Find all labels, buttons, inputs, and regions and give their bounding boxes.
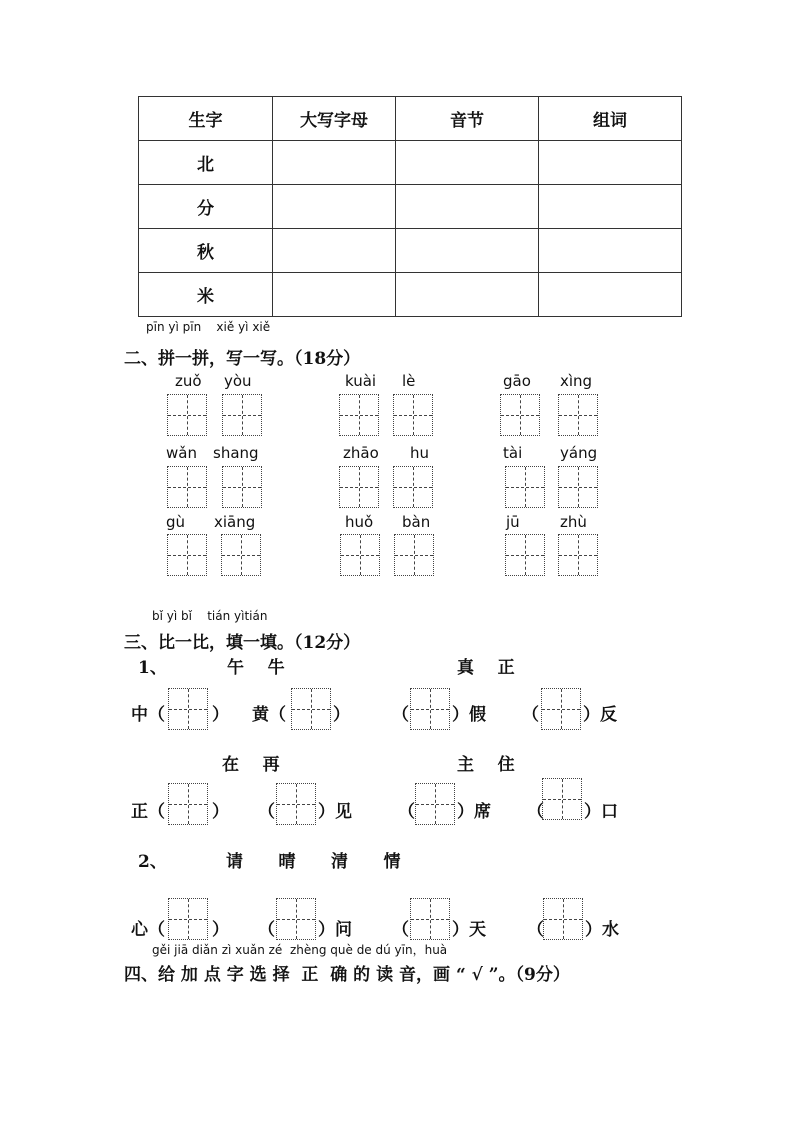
header-cell: 组词 [539,97,682,141]
fill-grid[interactable] [542,778,582,820]
writing-grid[interactable] [558,466,598,508]
table-row [139,185,682,229]
pinyin-label: gāo [503,372,531,390]
fill-grid[interactable] [276,783,316,825]
fill-suffix: ） [212,705,229,725]
fill-suffix: ）假 [452,705,486,725]
table-row [139,273,682,317]
writing-grid[interactable] [167,534,207,576]
table-cell: 北 [139,141,273,185]
fill-suffix: ）水 [585,920,619,940]
table-cell[interactable] [539,141,682,185]
table-cell[interactable] [273,273,396,317]
pinyin-label: bàn [402,513,431,531]
fill-grid[interactable] [291,688,331,730]
fill-prefix: 中（ [131,705,165,725]
pinyin-label: kuài [345,372,377,390]
fill-grid[interactable] [541,688,581,730]
table-header-row [139,97,682,141]
fill-prefix: （ [522,705,539,725]
section3-pinyin: bǐ yì bǐ tián yìtián [152,609,268,623]
writing-grid[interactable] [167,394,207,436]
fill-prefix: （ [258,920,275,940]
fill-suffix: ）问 [318,920,352,940]
table-cell[interactable] [273,229,396,273]
fill-grid[interactable] [168,783,208,825]
pinyin-label: shang [213,444,259,462]
pinyin-label: zhù [560,513,587,531]
fill-suffix: ） [212,802,229,822]
fill-suffix: ）口 [584,802,618,822]
fill-grid[interactable] [168,898,208,940]
fill-grid[interactable] [410,898,450,940]
writing-grid[interactable] [167,466,207,508]
table-cell[interactable] [539,229,682,273]
pinyin-label: huǒ [345,513,374,531]
section2-pinyin: pīn yì pīn xiě yì xiě [146,320,271,334]
fill-prefix: 心（ [131,920,165,940]
writing-grid[interactable] [222,466,262,508]
writing-grid[interactable] [500,394,540,436]
pinyin-label: jū [506,513,520,531]
fill-suffix: ）见 [318,802,352,822]
table-cell: 米 [139,273,273,317]
fill-prefix: 黄（ [252,705,286,725]
character-pair: 在 再 [222,755,280,775]
writing-grid[interactable] [394,534,434,576]
section4-title: 四、给 加 点 字 选 择 正 确 的 读 音，画 “ √ ”。（9分） [124,965,570,985]
character-pair: 午 牛 [227,658,285,678]
question-number: 2、 [138,852,167,872]
table-cell[interactable] [396,229,539,273]
writing-grid[interactable] [339,394,379,436]
question-number: 1、 [138,658,167,678]
fill-suffix: ）天 [452,920,486,940]
writing-grid[interactable] [558,394,598,436]
fill-suffix: ）反 [583,705,617,725]
pinyin-label: zhāo [343,444,379,462]
fill-grid[interactable] [276,898,316,940]
writing-grid[interactable] [222,394,262,436]
header-cell: 生字 [139,97,273,141]
table-cell[interactable] [273,185,396,229]
fill-prefix: （ [527,802,544,822]
table-cell[interactable] [539,185,682,229]
section3-title: 三、比一比，填一填。（12分） [124,633,361,653]
table-cell[interactable] [396,141,539,185]
writing-grid[interactable] [393,394,433,436]
fill-grid[interactable] [410,688,450,730]
section2-title: 二、拼一拼，写一写。（18分） [124,349,361,369]
pinyin-label: zuǒ [175,372,202,390]
pinyin-label: yáng [560,444,598,462]
character-group: 请 晴 清 情 [226,852,401,872]
fill-prefix: （ [527,920,544,940]
writing-grid[interactable] [558,534,598,576]
writing-grid[interactable] [340,534,380,576]
header-cell: 大写字母 [273,97,396,141]
pinyin-label: gù [166,513,186,531]
table-cell[interactable] [273,141,396,185]
fill-prefix: （ [392,705,409,725]
fill-suffix: ） [333,705,350,725]
writing-grid[interactable] [339,466,379,508]
fill-suffix: ）席 [457,802,491,822]
table-cell[interactable] [396,273,539,317]
character-pair: 真 正 [457,658,515,678]
writing-grid[interactable] [505,534,545,576]
pinyin-label: xiāng [214,513,256,531]
writing-grid[interactable] [221,534,261,576]
table-cell[interactable] [539,273,682,317]
pinyin-label: yòu [224,372,252,390]
pinyin-label: hu [410,444,430,462]
pinyin-label: lè [402,372,416,390]
table-row [139,141,682,185]
fill-suffix: ） [212,920,229,940]
pinyin-label: wǎn [166,444,197,462]
character-pair: 主 住 [457,755,515,775]
header-cell: 音节 [396,97,539,141]
pinyin-label: xìng [560,372,593,390]
table-row [139,229,682,273]
fill-grid[interactable] [168,688,208,730]
fill-prefix: （ [398,802,415,822]
fill-prefix: （ [258,802,275,822]
fill-grid[interactable] [543,898,583,940]
pinyin-label: tài [503,444,523,462]
writing-grid[interactable] [505,466,545,508]
fill-grid[interactable] [415,783,455,825]
table-cell: 秋 [139,229,273,273]
fill-prefix: 正（ [131,802,165,822]
table-cell[interactable] [396,185,539,229]
character-table [138,96,682,317]
section4-pinyin: gěi jiā diǎn zì xuǎn zé zhèng què de dú yīn，huà [152,943,448,957]
fill-prefix: （ [392,920,409,940]
writing-grid[interactable] [393,466,433,508]
table-cell: 分 [139,185,273,229]
